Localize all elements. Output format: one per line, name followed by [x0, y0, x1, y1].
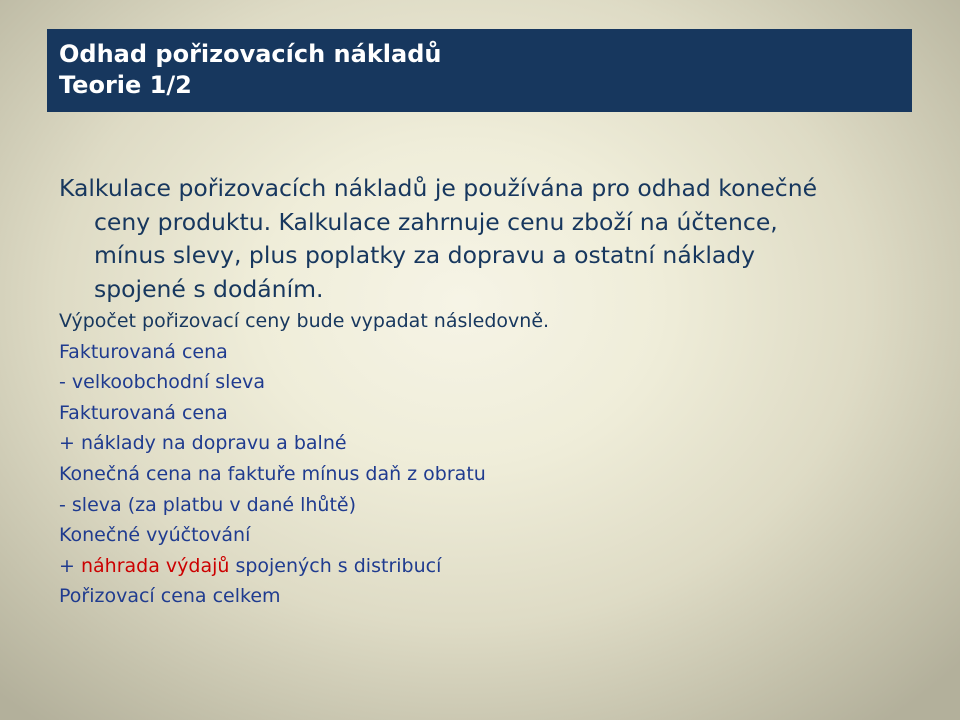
slide-title: Odhad pořizovacích nákladů [59, 40, 442, 68]
calculation-step: + náklady na dopravu a balné [59, 432, 347, 455]
intro-line: mínus slevy, plus poplatky za dopravu a ostatní náklady [94, 241, 756, 269]
calculation-steps [59, 306, 549, 612]
slide-subtitle: Teorie 1/2 [59, 71, 192, 99]
calculation-step: Fakturovaná cena [59, 401, 228, 424]
slide-title-box [47, 29, 912, 112]
calculation-step: Konečná cena na faktuře mínus daň z obratu [59, 462, 486, 485]
intro-line: Kalkulace pořizovacích nákladů je používána pro odhad konečné [59, 174, 818, 202]
intro-line: ceny produktu. Kalkulace zahrnuje cenu zboží na účtence, [94, 207, 778, 236]
calculation-step: - velkoobchodní sleva [59, 371, 266, 394]
calculation-result: Pořizovací cena celkem [59, 585, 281, 608]
calculation-step: Fakturovaná cena [59, 340, 228, 363]
calculation-intro: Výpočet pořizovací ceny bude vypadat následovně. [59, 310, 550, 332]
calculation-step: - sleva (za platbu v dané lhůtě) [59, 493, 357, 516]
calculation-step [59, 551, 549, 582]
step-suffix: spojených s distribucí [229, 554, 442, 577]
calculation-step: Konečné vyúčtování [59, 524, 251, 547]
intro-paragraph [59, 172, 929, 306]
highlighted-text: náhrada výdajů [80, 554, 230, 577]
step-prefix: + [59, 554, 81, 577]
intro-line: spojené s dodáním. [94, 274, 324, 303]
